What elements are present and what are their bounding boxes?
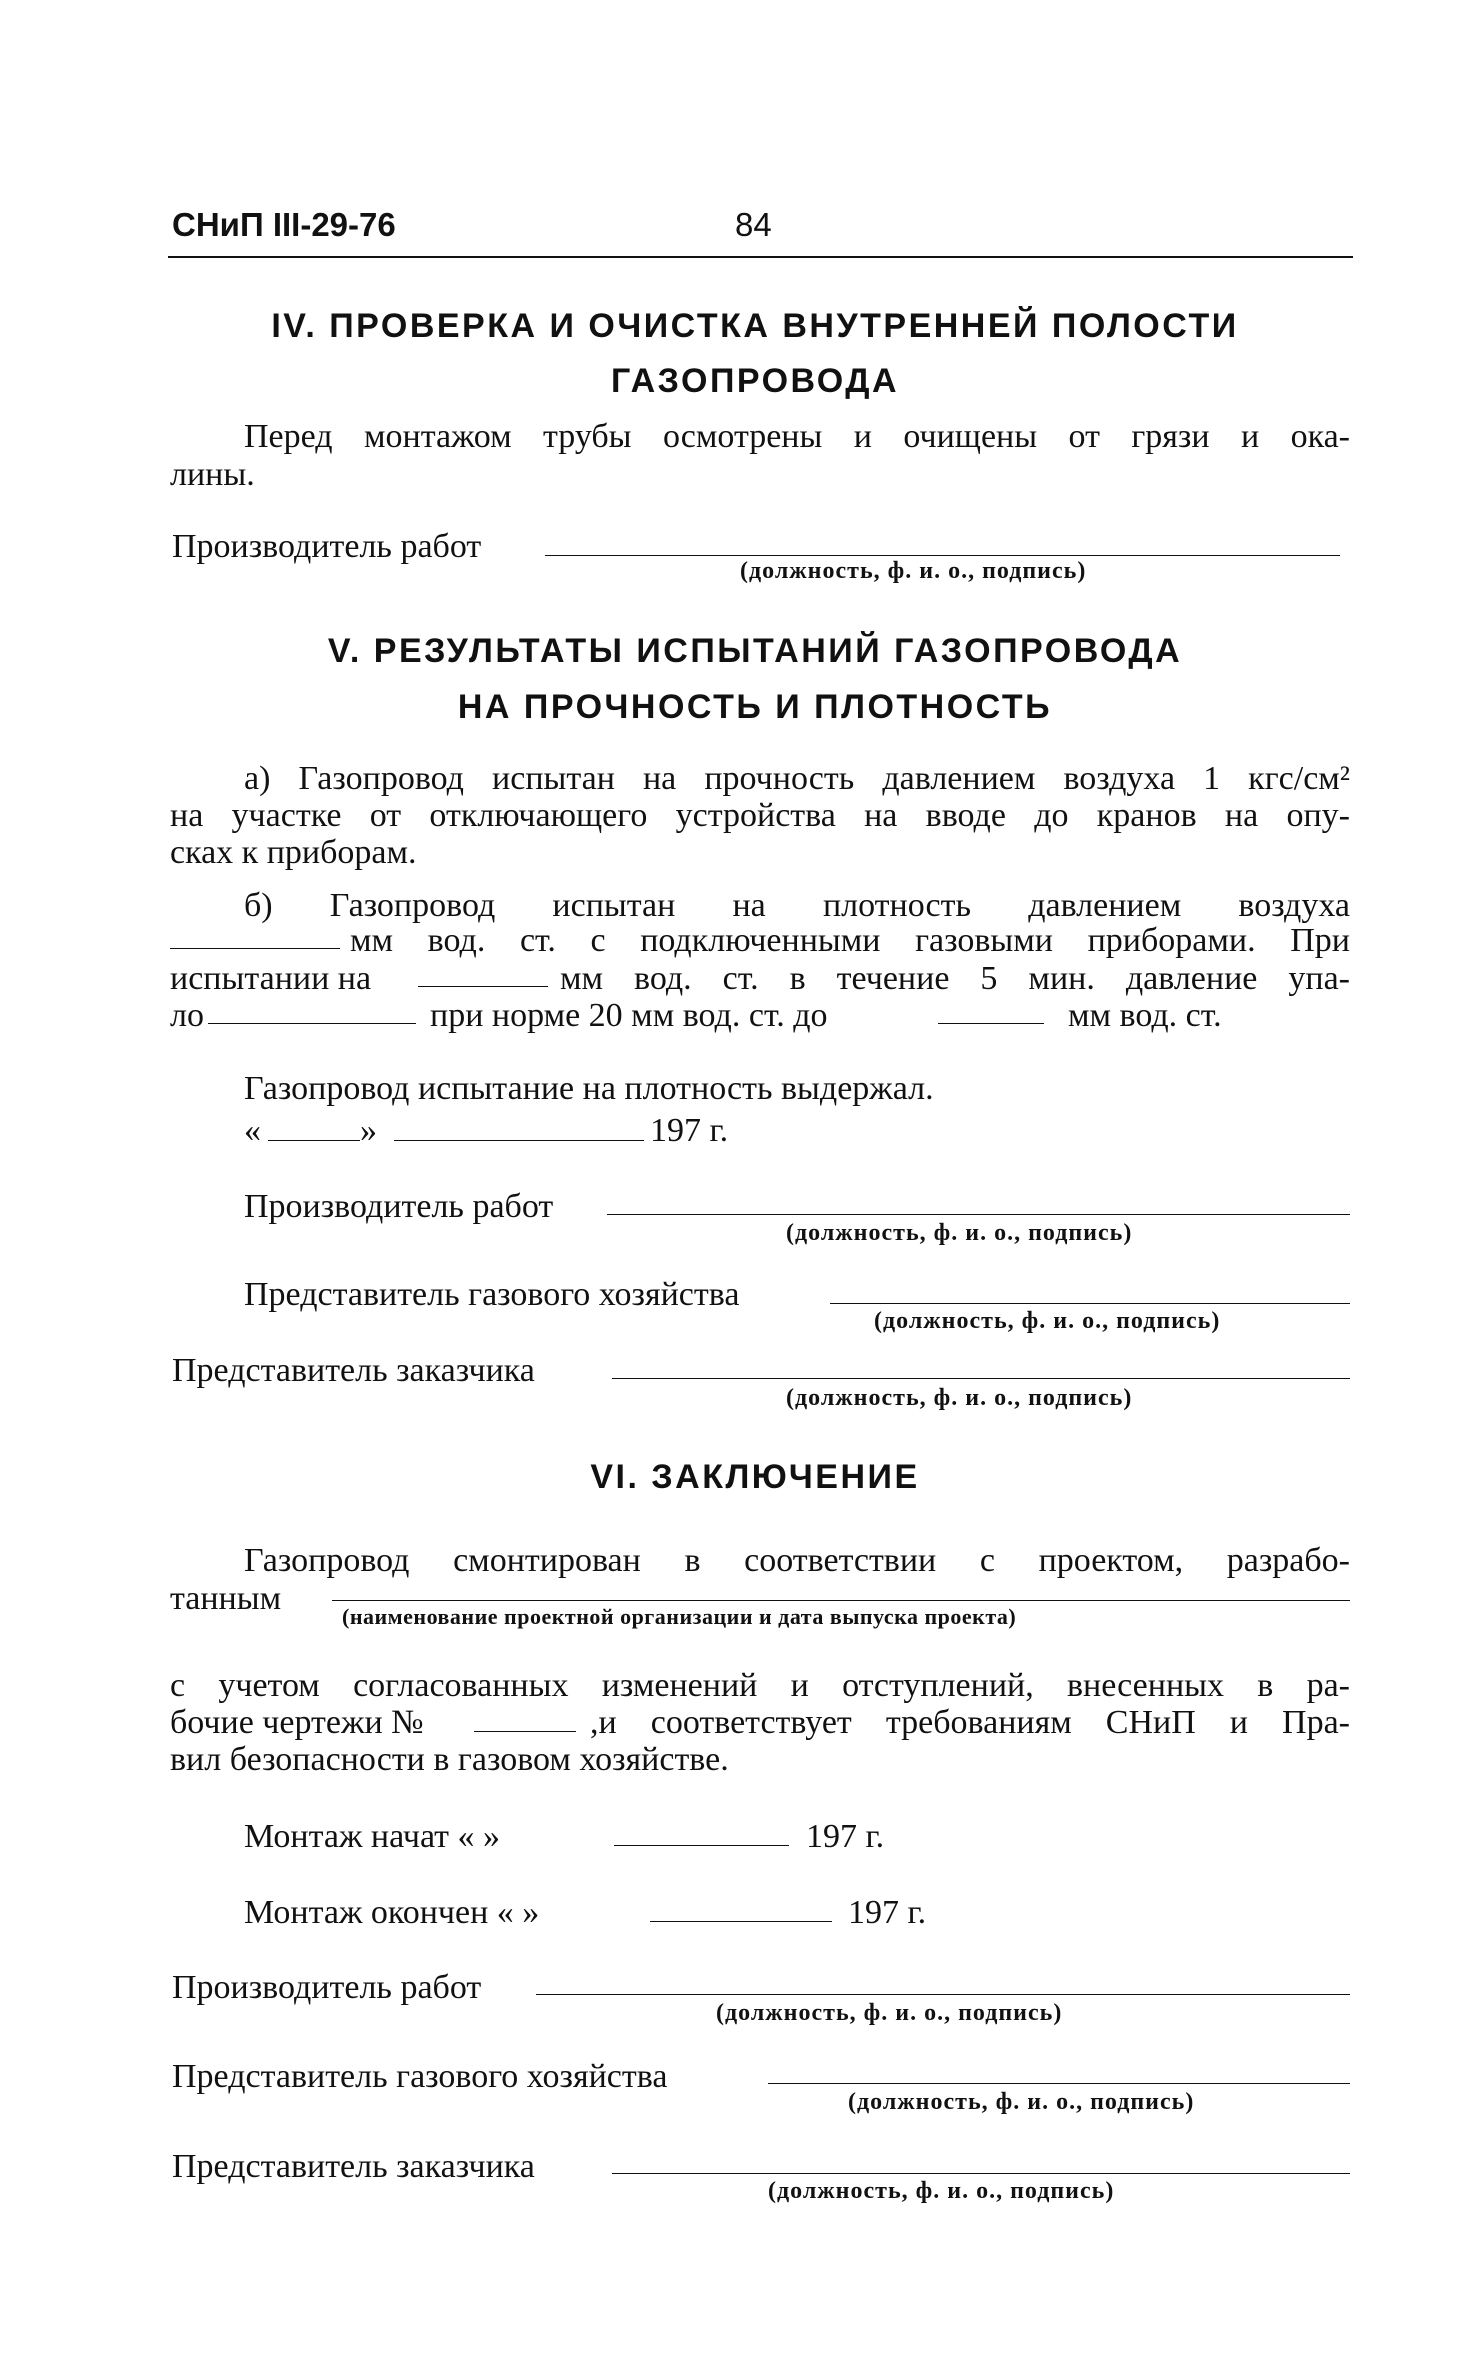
s5-date-day-blank[interactable] <box>268 1140 360 1141</box>
s5-sig3-caption: (должность, ф. и. о., подпись) <box>786 1385 1133 1411</box>
s6-start-year: 197 г. <box>806 1818 885 1855</box>
s5-b-line4c: мм вод. ст. <box>1068 997 1222 1034</box>
section-4-title-line2: ГАЗОПРОВОДА <box>610 362 900 400</box>
document-code: СНиП III-29-76 <box>172 206 396 243</box>
s6-drawings-number-blank[interactable] <box>474 1731 576 1732</box>
s5-a-line1: а) Газопровод испытан на прочность давлением воздуха 1 кгс/см² <box>244 760 1350 797</box>
s6-end-month-blank[interactable] <box>650 1921 832 1922</box>
s5-sig2-label: Представитель газового хозяйства <box>244 1276 740 1313</box>
s4-sig-label: Производитель работ <box>172 528 482 565</box>
s4-sig-caption: (должность, ф. и. о., подпись) <box>740 558 1087 584</box>
s5-b-pressure-blank[interactable] <box>170 948 340 949</box>
s6-organization-line[interactable] <box>332 1600 1350 1601</box>
section-5-title-line2: НА ПРОЧНОСТЬ И ПЛОТНОСТЬ <box>457 688 1053 726</box>
s6-sig1-label: Производитель работ <box>172 1969 482 2006</box>
s5-sig1-label: Производитель работ <box>244 1188 554 1225</box>
s6-organization-caption: (наименование проектной организации и дата выпуска проекта) <box>342 1604 1017 1629</box>
section-4-title-line1: IV. ПРОВЕРКА И ОЧИСТКА ВНУТРЕННЕЙ ПОЛОСТИ <box>271 307 1239 345</box>
s5-date-month-blank[interactable] <box>394 1140 644 1141</box>
s5-date-open-quote: « <box>244 1112 261 1149</box>
page-number: 84 <box>735 206 772 243</box>
s6-end-year: 197 г. <box>848 1894 927 1931</box>
s5-a-line2: на участке от отключающего устройства на вводе до кранов на опу- <box>170 797 1350 834</box>
s5-date-year: 197 г. <box>650 1112 729 1149</box>
s5-b-line3b: мм вод. ст. в течение 5 мин. давление упа- <box>560 960 1350 997</box>
s6-line3: с учетом согласованных изменений и отступлений, внесенных в ра- <box>170 1667 1350 1704</box>
s6-sig3-label: Представитель заказчика <box>172 2148 535 2185</box>
s5-b-line1: б) Газопровод испытан на плотность давлением воздуха <box>244 887 1350 924</box>
s4-sig-line[interactable] <box>545 555 1340 556</box>
s5-b-test-pressure-blank[interactable] <box>418 986 548 987</box>
s6-sig2-caption: (должность, ф. и. о., подпись) <box>848 2089 1195 2115</box>
s5-b-line3a: испытании на <box>170 960 372 997</box>
s6-sig1-caption: (должность, ф. и. о., подпись) <box>716 2000 1063 2026</box>
s6-sig3-line[interactable] <box>612 2173 1350 2174</box>
s5-sig2-caption: (должность, ф. и. о., подпись) <box>874 1308 1221 1334</box>
s5-b-norm-blank[interactable] <box>938 1023 1044 1024</box>
s5-sig3-label: Представитель заказчика <box>172 1352 535 1389</box>
section-4-paragraph-line1: Перед монтажом трубы осмотрены и очищены от грязи и ока- <box>244 418 1350 455</box>
s6-sig1-line[interactable] <box>536 1994 1350 1995</box>
s5-date-close-quote: » <box>360 1112 377 1149</box>
s5-b-line4a: ло <box>170 997 204 1034</box>
s6-sig2-label: Представитель газового хозяйства <box>172 2058 668 2095</box>
section-4-paragraph-line2: лины. <box>170 456 255 493</box>
s6-sig2-line[interactable] <box>768 2083 1350 2084</box>
header-rule <box>168 256 1353 258</box>
s6-line5: вил безопасности в газовом хозяйстве. <box>170 1741 729 1778</box>
s5-sig1-caption: (должность, ф. и. о., подпись) <box>786 1220 1133 1246</box>
section-5-title-line1: V. РЕЗУЛЬТАТЫ ИСПЫТАНИЙ ГАЗОПРОВОДА <box>327 632 1183 670</box>
s5-b-drop-blank[interactable] <box>208 1023 416 1024</box>
s5-b-line2: мм вод. ст. с подключенными газовыми приборами. При <box>350 922 1350 959</box>
s5-sig3-line[interactable] <box>612 1378 1350 1379</box>
s6-sig3-caption: (должность, ф. и. о., подпись) <box>768 2178 1115 2204</box>
section-6-title: VI. ЗАКЛЮЧЕНИЕ <box>590 1458 920 1496</box>
s5-sig2-line[interactable] <box>830 1303 1350 1304</box>
s5-b-line4b: при норме 20 мм вод. ст. до <box>430 997 828 1034</box>
s6-line2: танным <box>170 1580 282 1617</box>
s5-sig1-line[interactable] <box>607 1214 1350 1215</box>
s5-a-line3: сках к приборам. <box>170 834 417 871</box>
s6-line4b: ,и соответствует требованиям СНиП и Пра- <box>590 1704 1350 1741</box>
s6-line1: Газопровод смонтирован в соответствии с проектом, разрабо- <box>244 1542 1350 1579</box>
s6-start-month-blank[interactable] <box>614 1845 789 1846</box>
s5-passed-text: Газопровод испытание на плотность выдержал. <box>244 1070 934 1107</box>
s6-start-label: Монтаж начат « » <box>244 1818 501 1855</box>
s6-line4a: бочие чертежи № <box>170 1704 424 1741</box>
s6-end-label: Монтаж окончен « » <box>244 1894 540 1931</box>
